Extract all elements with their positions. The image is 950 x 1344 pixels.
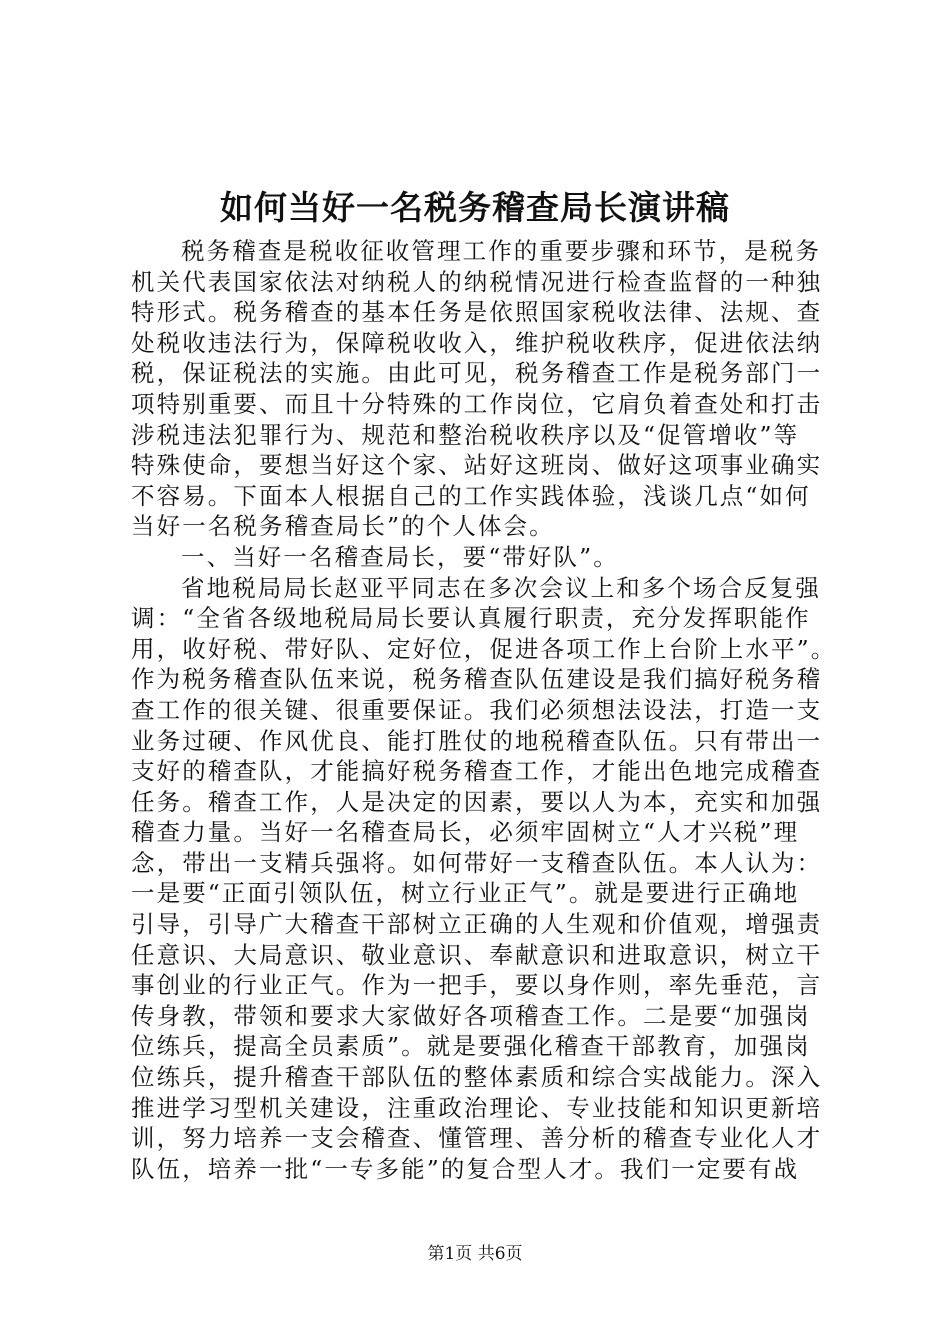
paragraph-line: 事创业的行业正气。作为一把手，要以身作则，率先垂范，言 (131, 971, 823, 1000)
paragraph-line: 特形式。税务稽查的基本任务是依照国家税收法律、法规、查 (131, 298, 823, 327)
paragraph-line: 调：“全省各级地税局局长要认真履行职责，充分发挥职能作 (131, 604, 811, 633)
paragraph-line: 稽查力量。当好一名稽查局长，必须牢固树立“人才兴税”理 (131, 818, 800, 847)
paragraph-line: 涉税违法犯罪行为、规范和整治税收秩序以及“促管增收”等 (131, 420, 800, 449)
page-footer: 第1页 共6页 (427, 1244, 523, 1264)
paragraph-line: 税，保证税法的实施。由此可见，税务稽查工作是税务部门一 (131, 359, 823, 388)
paragraph-line: 用，收好税、带好队、定好位，促进各项工作上台阶上水平”。 (131, 634, 837, 663)
paragraph-line: 税务稽查是税收征收管理工作的重要步骤和环节，是税务 (181, 237, 821, 265)
paragraph-line: 念，带出一支精兵强将。如何带好一支稽查队伍。本人认为： (131, 848, 823, 877)
paragraph-line: 查工作的很关键、很重要保证。我们必须想法设法，打造一支 (131, 695, 823, 724)
paragraph-line: 项特别重要、而且十分特殊的工作岗位，它肩负着查处和打击 (131, 389, 823, 418)
document-body (131, 236, 837, 1184)
paragraph-line: 处税收违法行为，保障税收收入，维护税收秩序，促进依法纳 (131, 328, 823, 357)
paragraph-line: 位练兵，提高全员素质”。就是要强化稽查干部教育，加强岗 (131, 1032, 811, 1061)
paragraph-line: 当好一名税务稽查局长”的个人体会。 (131, 512, 555, 541)
paragraph-line: 作为税务稽查队伍来说，税务稽查队伍建设是我们搞好税务稽 (131, 665, 823, 694)
paragraph-line: 引导，引导广大稽查干部树立正确的人生观和价值观，增强责 (131, 910, 823, 939)
paragraph-line: 特殊使命，要想当好这个家、站好这班岗、做好这项事业确实 (131, 451, 823, 480)
document-title: 如何当好一名税务稽查局长演讲稿 (220, 188, 730, 227)
paragraph-line: 训，努力培养一支会稽查、懂管理、善分析的稽查专业化人才 (131, 1124, 823, 1153)
paragraph-line: 业务过硬、作风优良、能打胜仗的地税稽查队伍。只有带出一 (131, 726, 823, 755)
paragraph-line: 推进学习型机关建设，注重政治理论、专业技能和知识更新培 (131, 1093, 823, 1122)
paragraph-line: 支好的稽查队，才能搞好税务稽查工作，才能出色地完成稽查 (131, 757, 823, 786)
paragraph-line: 队伍，培养一批“一专多能”的复合型人才。我们一定要有战 (131, 1154, 800, 1183)
paragraph-line: 任务。稽查工作，人是决定的因素，要以人为本，充实和加强 (131, 787, 823, 816)
paragraph-line: 省地税局局长赵亚平同志在多次会议上和多个场合反复强 (181, 573, 821, 602)
paragraph-line: 传身教，带领和要求大家做好各项稽查工作。二是要“加强岗 (131, 1001, 811, 1030)
paragraph-line: 一是要“正面引领队伍，树立行业正气”。就是要进行正确地 (131, 879, 800, 908)
paragraph-line: 位练兵，提升稽查干部队伍的整体素质和综合实战能力。深入 (131, 1063, 823, 1092)
paragraph-line: 任意识、大局意识、敬业意识、奉献意识和进取意识，树立干 (131, 940, 823, 969)
section-heading: 一、当好一名稽查局长，要“带好队”。 (181, 542, 619, 571)
paragraph-line: 机关代表国家依法对纳税人的纳税情况进行检查监督的一种独 (131, 267, 823, 296)
paragraph-line: 不容易。下面本人根据自己的工作实践体验，浅谈几点“如何 (131, 481, 811, 510)
